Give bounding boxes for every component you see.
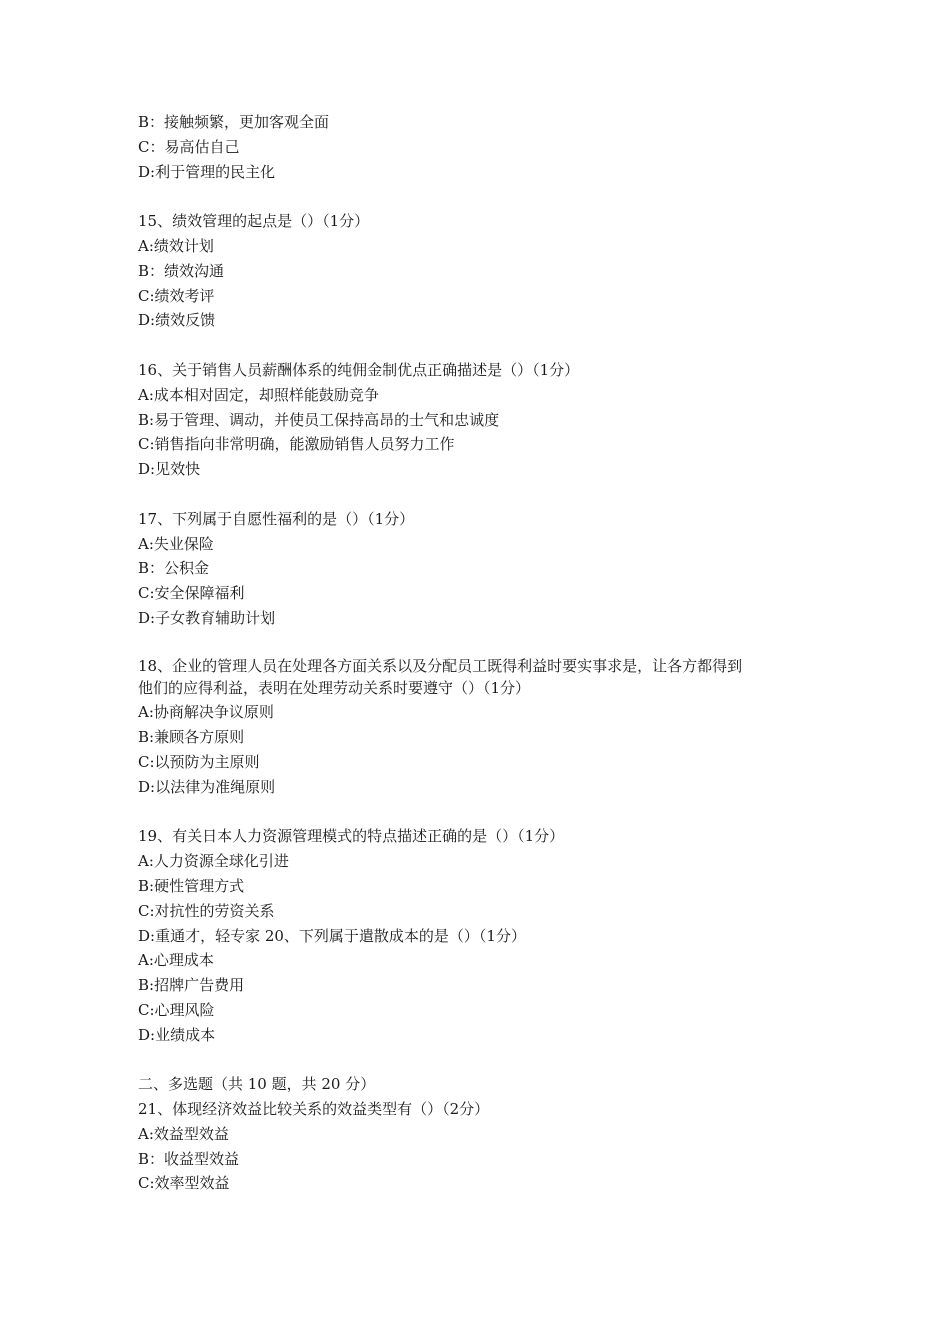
option-d: D:利于管理的民主化	[138, 162, 276, 181]
spacer	[138, 333, 818, 358]
option-c: C:对抗性的劳资关系	[138, 901, 275, 920]
option-a: A:心理成本	[138, 951, 214, 970]
option-d-and-question-20: D:重通才，轻专家 20、下列属于遣散成本的是（）（1分）	[138, 926, 526, 945]
option-b: B：收益型效益	[138, 1149, 240, 1168]
question-14-options	[138, 110, 818, 184]
question-16	[138, 358, 818, 482]
option-b: B：接触频繁，更加客观全面	[138, 113, 330, 131]
question-text: 16、关于销售人员薪酬体系的纯佣金制优点正确描述是（）（1分）	[138, 360, 580, 379]
option-c: C:效率型效益	[138, 1174, 230, 1193]
question-text: 19、有关日本人力资源管理模式的特点描述正确的是（）（1分）	[138, 827, 565, 846]
option-b: B：公积金	[138, 559, 210, 578]
option-c: C:心理风险	[138, 1000, 215, 1019]
question-18	[138, 656, 818, 800]
question-text: 17、下列属于自愿性福利的是（）（1分）	[138, 509, 415, 528]
document-page	[138, 110, 818, 1196]
option-d: D:子女教育辅助计划	[138, 608, 276, 627]
option-c: C:绩效考评	[138, 286, 215, 305]
option-a: A:效益型效益	[138, 1124, 229, 1143]
option-b: B：绩效沟通	[138, 261, 225, 280]
question-text: 15、绩效管理的起点是（）（1分）	[138, 212, 370, 231]
option-a: A:绩效计划	[138, 236, 214, 255]
question-text: 21、体现经济效益比较关系的效益类型有（）（2分）	[138, 1100, 490, 1119]
option-c: C:以预防为主原则	[138, 752, 260, 771]
option-d: D:以法律为准绳原则	[138, 777, 276, 796]
section-multi-select	[138, 1072, 818, 1196]
option-c: C:安全保障福利	[138, 584, 245, 603]
section-heading: 二、多选题（共 10 题，共 20 分）	[138, 1075, 376, 1094]
spacer	[138, 184, 818, 209]
option-a: A:失业保险	[138, 534, 214, 553]
question-17	[138, 507, 818, 631]
spacer	[138, 631, 818, 656]
option-b: B:硬性管理方式	[138, 876, 245, 895]
option-b: B:易于管理、调动，并使员工保持高昂的士气和忠诚度	[138, 410, 500, 429]
question-text-wrapped: 18、企业的管理人员在处理各方面关系以及分配员工既得利益时要实事求是，让各方都得到	[138, 656, 743, 675]
option-d: D:业绩成本	[138, 1025, 216, 1044]
option-a: A:成本相对固定，却照样能鼓励竞争	[138, 385, 379, 404]
option-d: D:见效快	[138, 460, 201, 479]
option-c: C:销售指向非常明确，能激励销售人员努力工作	[138, 435, 455, 454]
spacer	[138, 482, 818, 507]
option-a: A:人力资源全球化引进	[138, 852, 289, 871]
spacer	[138, 1047, 818, 1072]
option-a: A:协商解决争议原则	[138, 703, 274, 722]
option-c: C：易高估自己	[138, 137, 240, 156]
question-text-continued: 他们的应得利益，表明在处理劳动关系时要遵守（）（1分）	[138, 678, 531, 697]
question-15	[138, 209, 818, 333]
spacer	[138, 800, 818, 825]
option-d: D:绩效反馈	[138, 311, 216, 330]
option-b: B:兼顾各方原则	[138, 728, 245, 747]
option-b: B:招牌广告费用	[138, 976, 245, 995]
question-19-20	[138, 824, 818, 1047]
